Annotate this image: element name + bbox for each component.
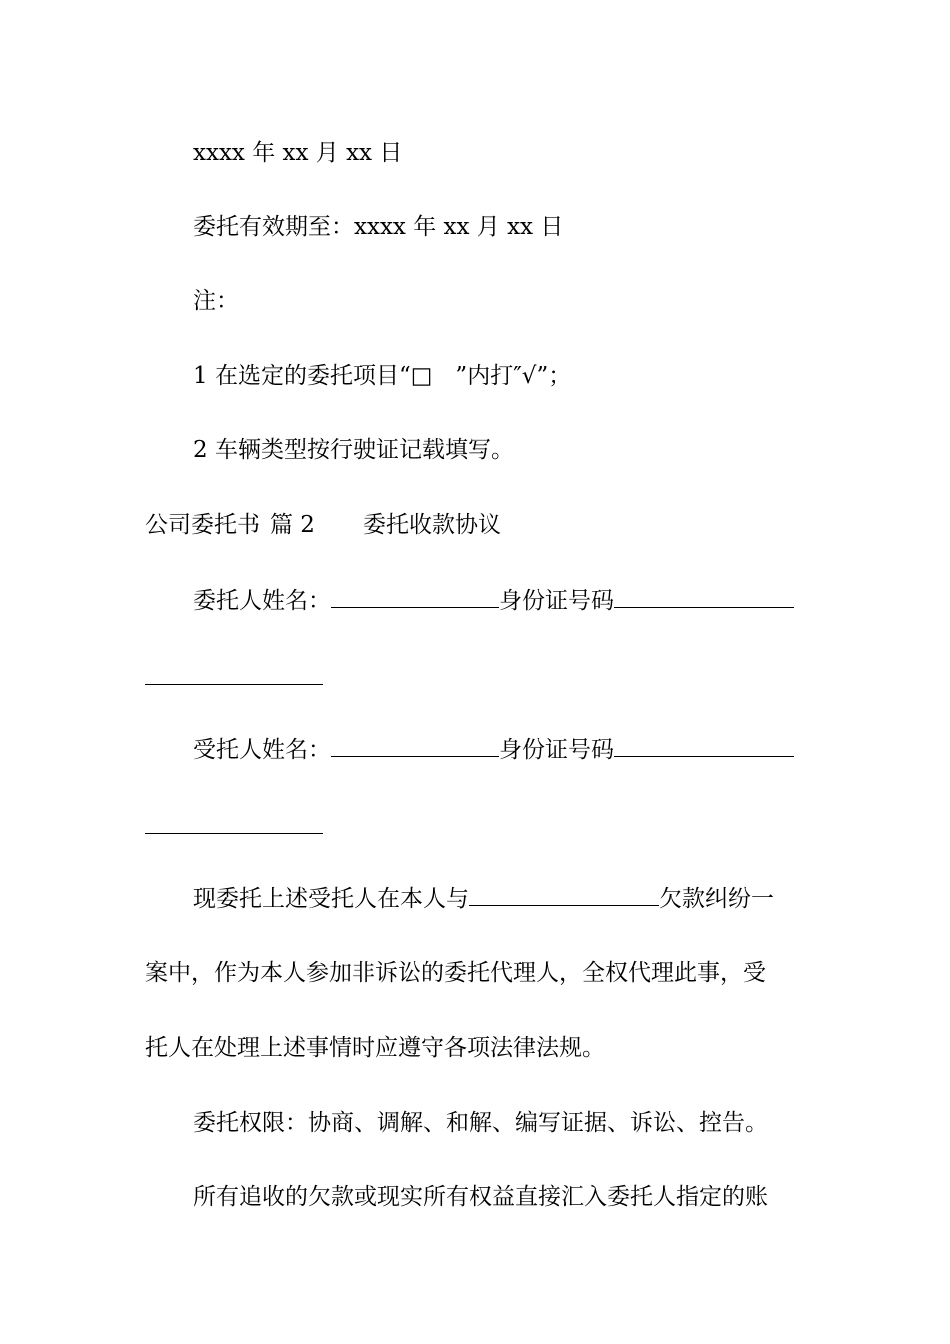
note-label: 注： <box>193 288 239 314</box>
paragraph-1-suffix: 欠款纠纷一 <box>659 886 774 912</box>
section-heading <box>145 510 501 540</box>
agent-name-blank <box>331 734 499 757</box>
section-part: 篇 2 <box>270 512 315 538</box>
paragraph-1-line-1 <box>193 883 774 913</box>
principal-id-label: 身份证号码 <box>499 588 614 614</box>
principal-id-blank <box>614 585 794 608</box>
agent-id-label: 身份证号码 <box>499 737 614 763</box>
authority-line: 委托权限：协商、调解、和解、编写证据、诉讼、控告。 <box>193 1110 768 1136</box>
agent-line <box>193 734 794 764</box>
paragraph-1-line-2: 案中，作为本人参加非诉讼的委托代理人，全权代理此事，受 <box>145 960 766 986</box>
section-title: 公司委托书 <box>145 512 260 538</box>
counterparty-blank <box>469 883 659 906</box>
section-subtitle: 委托收款协议 <box>362 512 501 538</box>
principal-id-blank-continued <box>145 684 323 685</box>
agent-id-blank-continued <box>145 833 323 834</box>
agent-id-blank <box>614 734 794 757</box>
note-item-1: 1 在选定的委托项目“□ ”内打″√”； <box>193 363 572 389</box>
principal-name-blank <box>331 585 499 608</box>
note-item-2: 2 车辆类型按行驶证记载填写。 <box>193 437 514 463</box>
principal-name-label: 委托人姓名： <box>193 588 331 614</box>
agent-name-label: 受托人姓名： <box>193 737 331 763</box>
paragraph-1-line-3: 托人在处理上述事情时应遵守各项法律法规。 <box>145 1035 605 1061</box>
paragraph-2-line-1: 所有追收的欠款或现实所有权益直接汇入委托人指定的账 <box>193 1184 768 1210</box>
paragraph-1-prefix: 现委托上述受托人在本人与 <box>193 886 469 912</box>
validity-line: 委托有效期至：xxxx 年 xx 月 xx 日 <box>193 214 564 240</box>
date-line: xxxx 年 xx 月 xx 日 <box>193 140 403 166</box>
principal-line <box>193 585 794 615</box>
